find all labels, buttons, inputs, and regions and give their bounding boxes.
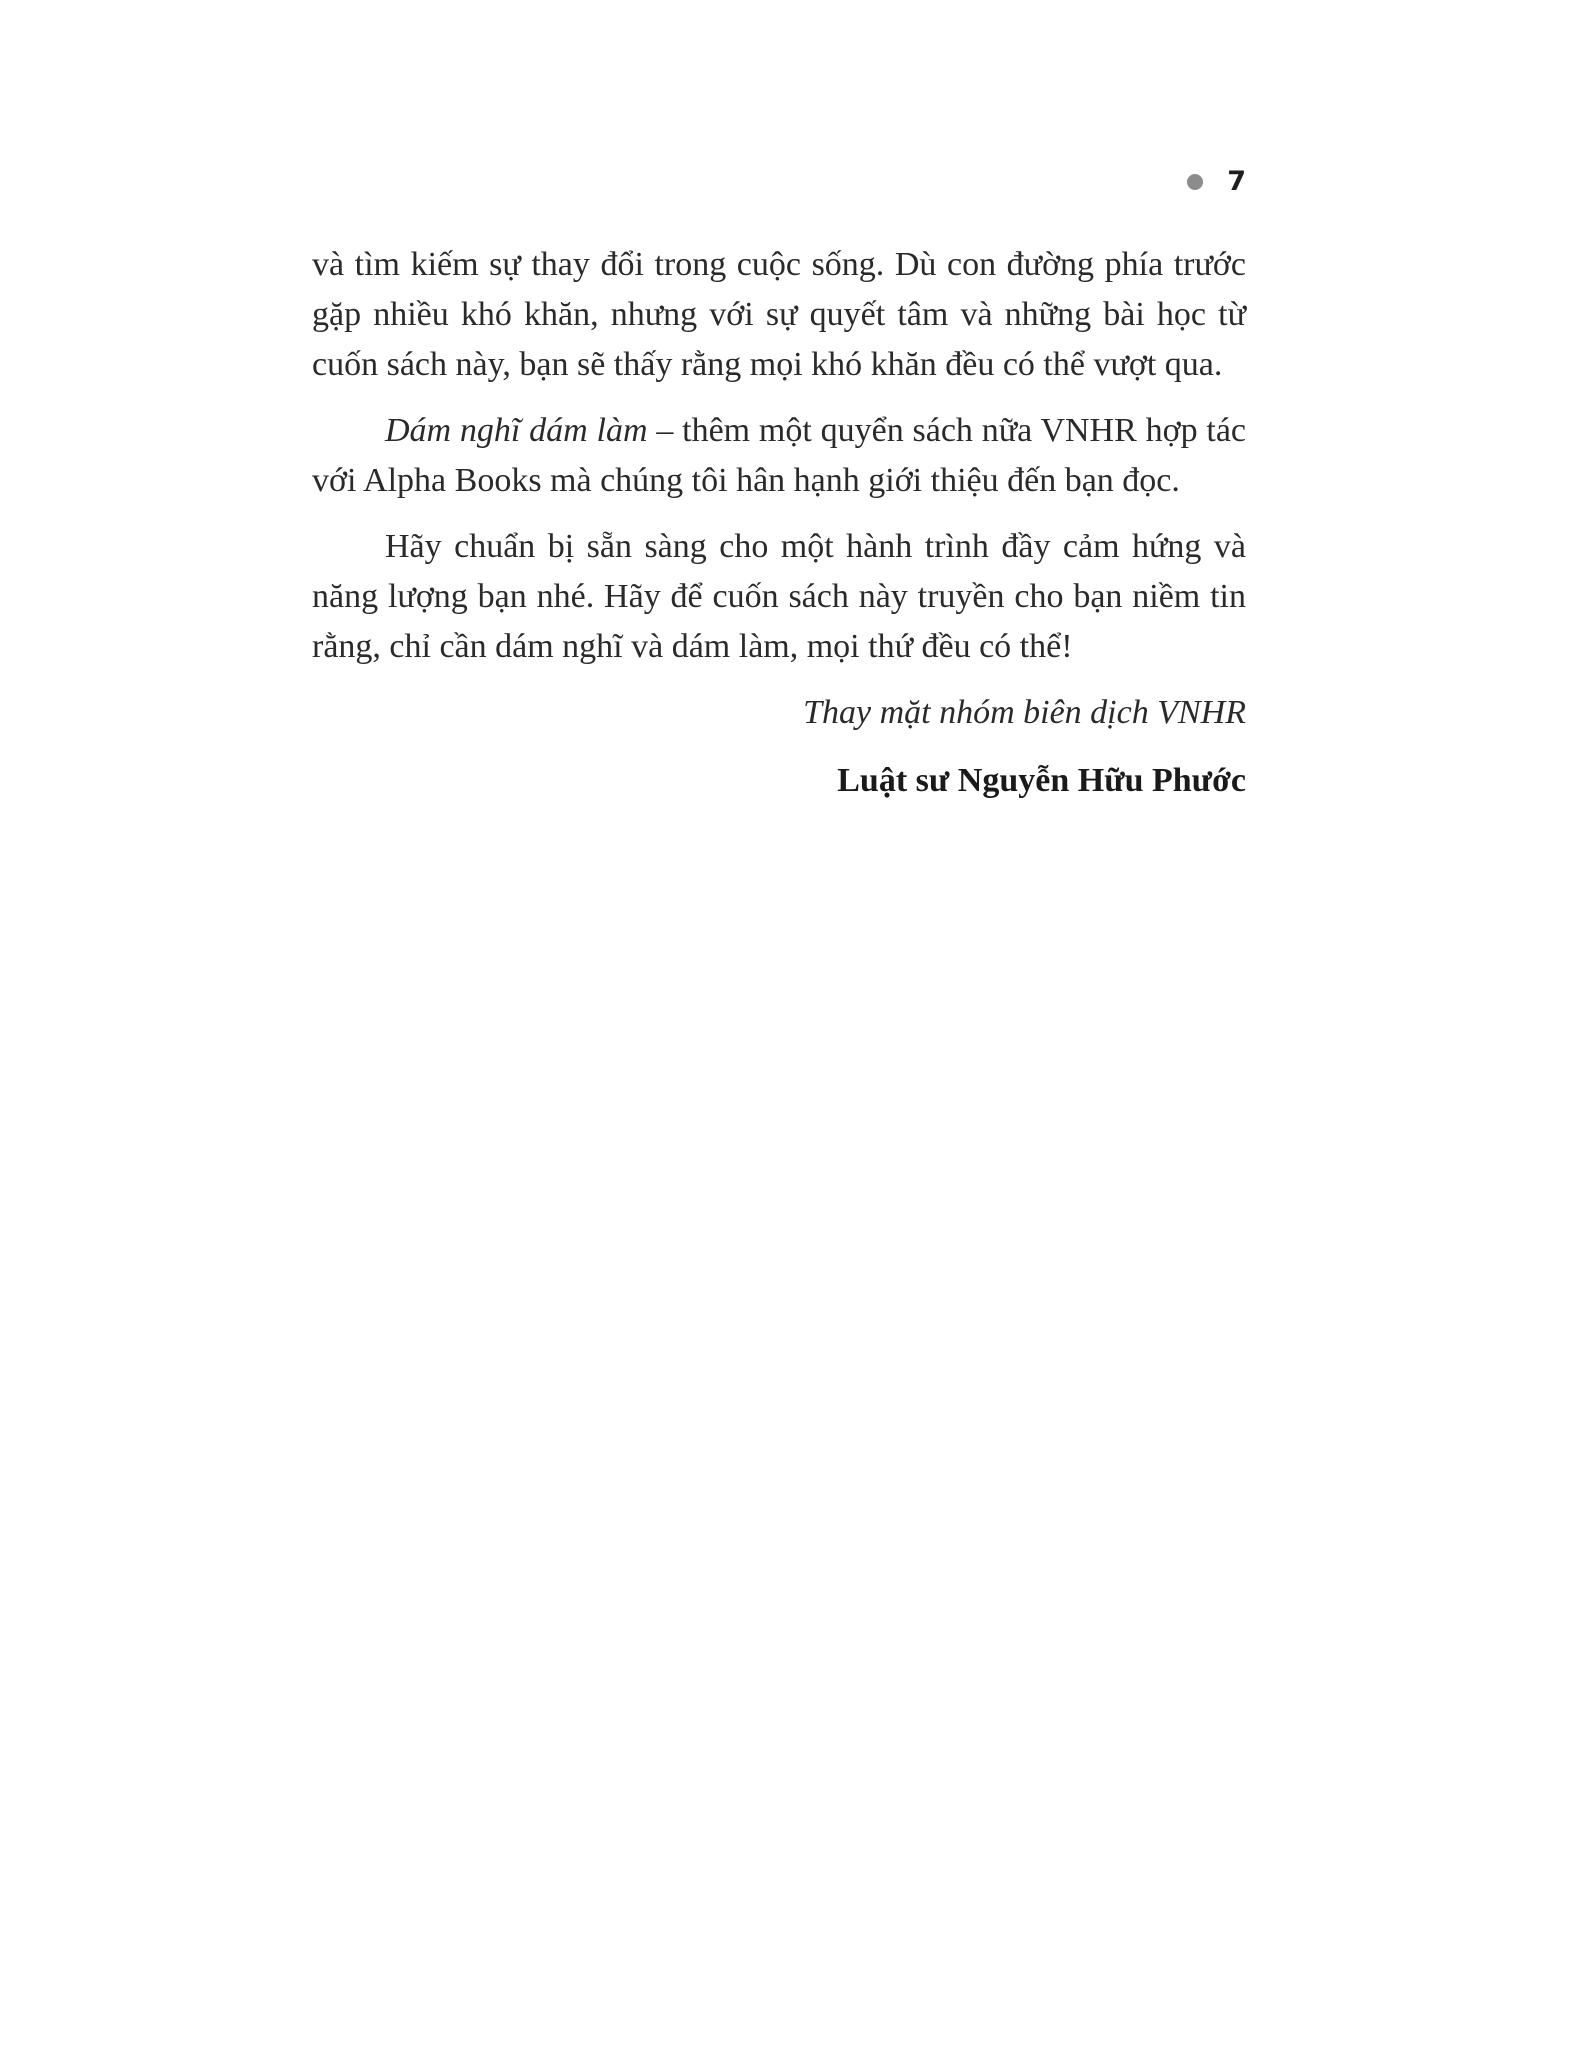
book-title: Dám nghĩ dám làm	[385, 412, 648, 449]
signature-name: Luật sư Nguyễn Hữu Phước	[837, 762, 1246, 799]
paragraph-1: và tìm kiếm sự thay đổi trong cuộc sống. Dù con đường phía trước gặp nhiều khó khăn, nhưng với sự quyết tâm và những bài học từ cuốn sách này, bạn sẽ thấy rằng mọi khó khăn đều có thể vượt qua.	[312, 246, 1246, 383]
signature-role: Thay mặt nhóm biên dịch VNHR	[803, 694, 1246, 731]
paragraph-3: Hãy chuẩn bị sẵn sàng cho một hành trình đầy cảm hứng và năng lượng bạn nhé. Hãy để cuốn sách này truyền cho bạn niềm tin rằng, chỉ cần dám nghĩ và dám làm, mọi thứ đều có thể!	[312, 528, 1246, 665]
paragraph-2	[312, 406, 1246, 506]
page-header	[1187, 168, 1246, 195]
page-marker-dot-icon	[1187, 174, 1203, 190]
body-text	[312, 240, 1246, 806]
paragraph-2-text: – thêm một quyển sách nữa VNHR hợp tác với Alpha Books mà chúng tôi hân hạnh giới thiệu đến bạn đọc.	[312, 412, 1247, 499]
page-number: 7	[1227, 166, 1246, 197]
